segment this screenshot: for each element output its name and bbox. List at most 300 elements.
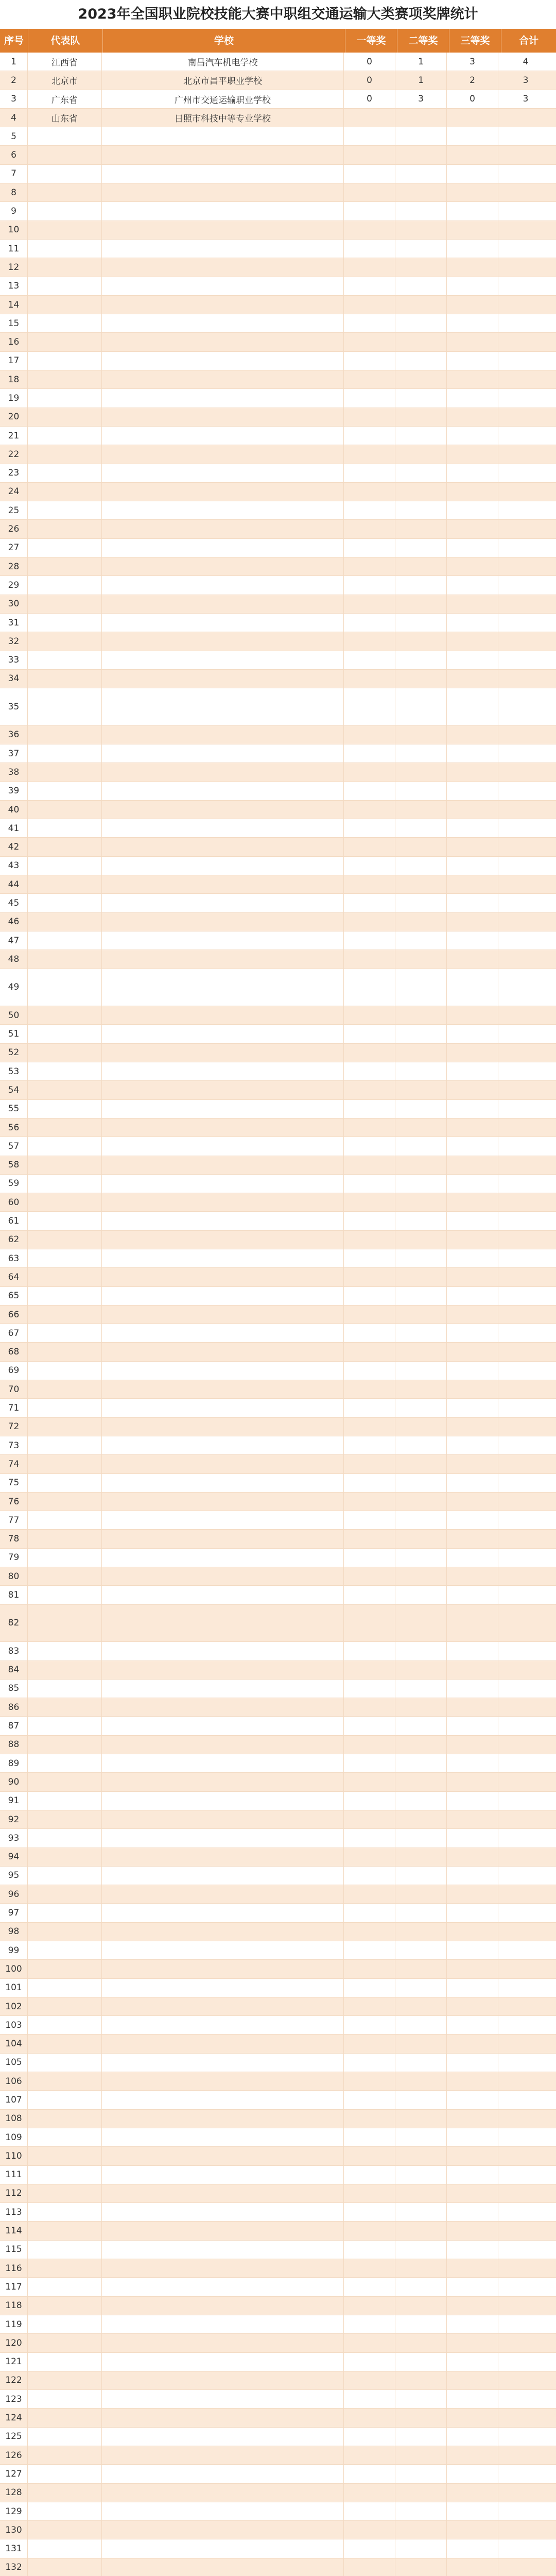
row-team — [28, 483, 102, 501]
row-first-prize — [344, 2465, 395, 2483]
row-first-prize — [344, 2222, 395, 2240]
row-second-prize — [395, 894, 447, 912]
row-third-prize — [447, 1399, 498, 1417]
row-school — [102, 1829, 344, 1847]
row-first-prize — [344, 1249, 395, 1267]
row-third-prize — [447, 333, 498, 351]
table-row — [0, 520, 556, 538]
row-school — [102, 1848, 344, 1866]
table-row — [0, 2166, 556, 2184]
row-first-prize — [344, 782, 395, 800]
table-row — [0, 2502, 556, 2521]
row-number: 39 — [0, 782, 28, 800]
table-row — [0, 1586, 556, 1604]
table-row — [0, 501, 556, 520]
row-first-prize — [344, 1287, 395, 1305]
row-team — [28, 445, 102, 463]
row-team — [28, 2166, 102, 2184]
row-number: 71 — [0, 1399, 28, 1417]
row-team — [28, 894, 102, 912]
row-team — [28, 277, 102, 295]
row-team: 山东省 — [28, 109, 102, 127]
table-row — [0, 53, 556, 71]
row-number: 101 — [0, 1979, 28, 1997]
row-third-prize — [447, 1698, 498, 1716]
row-total — [498, 277, 553, 295]
row-school — [102, 2484, 344, 2502]
row-school — [102, 501, 344, 519]
row-second-prize — [395, 2315, 447, 2333]
row-third-prize — [447, 1249, 498, 1267]
row-first-prize — [344, 483, 395, 501]
row-number: 110 — [0, 2147, 28, 2165]
row-number: 124 — [0, 2409, 28, 2427]
row-school — [102, 296, 344, 314]
row-second-prize: 1 — [395, 53, 447, 71]
row-total — [498, 1455, 553, 1473]
row-school: 北京市昌平职业学校 — [102, 71, 344, 89]
table-row — [0, 614, 556, 632]
row-first-prize — [344, 314, 395, 332]
row-school — [102, 352, 344, 370]
row-team — [28, 2353, 102, 2371]
row-school — [102, 221, 344, 239]
row-team — [28, 2446, 102, 2464]
row-third-prize — [447, 969, 498, 1006]
row-second-prize — [395, 2521, 447, 2539]
row-school — [102, 2297, 344, 2315]
row-team — [28, 296, 102, 314]
row-school — [102, 427, 344, 445]
row-second-prize — [395, 2409, 447, 2427]
row-second-prize — [395, 277, 447, 295]
row-number: 118 — [0, 2297, 28, 2315]
row-second-prize — [395, 763, 447, 781]
row-third-prize — [447, 1829, 498, 1847]
row-total — [498, 1941, 553, 1959]
row-number: 14 — [0, 296, 28, 314]
row-total — [498, 2409, 553, 2427]
row-number: 129 — [0, 2502, 28, 2520]
row-school — [102, 576, 344, 594]
row-total — [498, 2222, 553, 2240]
row-team — [28, 1567, 102, 1585]
row-number: 85 — [0, 1680, 28, 1698]
table-row — [0, 632, 556, 651]
row-team — [28, 2428, 102, 2446]
row-first-prize — [344, 2334, 395, 2352]
row-second-prize — [395, 539, 447, 557]
row-first-prize — [344, 1736, 395, 1754]
table-row — [0, 427, 556, 445]
row-third-prize — [447, 1736, 498, 1754]
row-second-prize — [395, 1249, 447, 1267]
row-school — [102, 2371, 344, 2389]
row-third-prize — [447, 875, 498, 893]
row-third-prize — [447, 1941, 498, 1959]
row-second-prize — [395, 726, 447, 744]
row-total — [498, 1792, 553, 1810]
row-school — [102, 595, 344, 613]
row-total — [498, 483, 553, 501]
table-row — [0, 931, 556, 950]
row-second-prize — [395, 2016, 447, 2034]
table-row — [0, 2110, 556, 2128]
row-first-prize — [344, 501, 395, 519]
row-total — [498, 427, 553, 445]
row-second-prize — [395, 1586, 447, 1604]
row-third-prize — [447, 1810, 498, 1828]
row-total — [498, 221, 553, 239]
row-third-prize — [447, 1904, 498, 1922]
row-first-prize — [344, 1118, 395, 1137]
row-second-prize — [395, 1979, 447, 1997]
row-second-prize — [395, 801, 447, 819]
row-second-prize — [395, 782, 447, 800]
row-total: 4 — [523, 56, 529, 67]
row-third-prize — [447, 1661, 498, 1679]
row-school — [102, 1025, 344, 1043]
row-number: 56 — [0, 1118, 28, 1137]
row-total — [498, 894, 553, 912]
row-number: 5 — [0, 127, 28, 145]
row-third-prize — [447, 1231, 498, 1249]
row-third-prize — [447, 2035, 498, 2053]
row-total — [498, 576, 553, 594]
table-row — [0, 1324, 556, 1343]
row-second-prize — [395, 1511, 447, 1529]
table-row — [0, 1287, 556, 1306]
row-number: 130 — [0, 2521, 28, 2539]
table-row — [0, 483, 556, 501]
row-second-prize — [395, 913, 447, 931]
row-team — [28, 1586, 102, 1604]
row-second-prize — [395, 1661, 447, 1679]
row-school — [102, 1979, 344, 1997]
row-school — [102, 1006, 344, 1024]
header-no: 序号 — [0, 29, 28, 53]
row-team — [28, 2110, 102, 2128]
row-team — [28, 1549, 102, 1567]
row-number: 7 — [0, 165, 28, 183]
row-first-prize — [344, 1100, 395, 1118]
row-school — [102, 614, 344, 632]
row-total — [498, 1810, 553, 1828]
row-school — [102, 1754, 344, 1772]
row-second-prize — [395, 2558, 447, 2576]
row-number: 89 — [0, 1754, 28, 1772]
row-team — [28, 2091, 102, 2109]
row-school — [102, 1436, 344, 1454]
table-row — [0, 950, 556, 969]
row-team — [28, 1137, 102, 1155]
row-total — [498, 1773, 553, 1791]
row-school — [102, 913, 344, 931]
row-total — [498, 1904, 553, 1922]
row-number: 87 — [0, 1717, 28, 1735]
row-school — [102, 2502, 344, 2520]
row-team — [28, 1605, 102, 1642]
row-third-prize — [447, 370, 498, 388]
row-third-prize — [447, 1474, 498, 1492]
row-school — [102, 1156, 344, 1174]
row-team — [28, 950, 102, 968]
row-first-prize — [344, 445, 395, 463]
row-school — [102, 1081, 344, 1099]
table-row — [0, 1193, 556, 1212]
row-number: 84 — [0, 1661, 28, 1679]
row-team — [28, 427, 102, 445]
row-team — [28, 1175, 102, 1193]
row-first-prize — [344, 2446, 395, 2464]
row-total — [498, 1829, 553, 1847]
row-total — [498, 2259, 553, 2277]
table-row — [0, 408, 556, 427]
row-third-prize — [447, 670, 498, 688]
row-number: 119 — [0, 2315, 28, 2333]
table-row — [0, 2428, 556, 2446]
row-school — [102, 1231, 344, 1249]
row-school — [102, 2147, 344, 2165]
row-second-prize — [395, 950, 447, 968]
row-third-prize — [447, 314, 498, 332]
row-third-prize — [447, 1306, 498, 1324]
row-second-prize — [395, 576, 447, 594]
row-first-prize — [344, 1810, 395, 1828]
row-team — [28, 1062, 102, 1080]
row-third-prize — [447, 2259, 498, 2277]
table-row — [0, 2353, 556, 2371]
row-team — [28, 1792, 102, 1810]
row-number: 82 — [0, 1605, 28, 1642]
row-third-prize — [447, 763, 498, 781]
row-first-prize — [344, 2035, 395, 2053]
table-row — [0, 71, 556, 90]
row-team: 广东省 — [28, 90, 102, 108]
table-row — [0, 277, 556, 296]
row-team — [28, 969, 102, 1006]
row-third-prize — [447, 1997, 498, 2015]
row-school — [102, 1810, 344, 1828]
row-number: 107 — [0, 2091, 28, 2109]
row-third-prize — [447, 1586, 498, 1604]
row-second-prize — [395, 670, 447, 688]
table-row — [0, 2128, 556, 2147]
row-second-prize — [395, 1493, 447, 1511]
row-second-prize — [395, 501, 447, 519]
row-second-prize — [395, 2035, 447, 2053]
row-school — [102, 2353, 344, 2371]
row-total — [498, 1268, 553, 1286]
row-number: 1 — [0, 53, 28, 71]
row-first-prize — [344, 221, 395, 239]
row-total — [498, 2371, 553, 2389]
row-total — [498, 1118, 553, 1137]
row-third-prize — [447, 2502, 498, 2520]
row-second-prize — [395, 969, 447, 1006]
table-row — [0, 1137, 556, 1156]
row-team — [28, 352, 102, 370]
header-second-prize: 二等奖 — [397, 29, 449, 53]
row-third-prize — [447, 576, 498, 594]
row-school — [102, 1997, 344, 2015]
row-second-prize — [395, 1923, 447, 1941]
row-school — [102, 1736, 344, 1754]
row-team — [28, 1530, 102, 1548]
row-second-prize — [395, 744, 447, 762]
row-third-prize — [447, 1848, 498, 1866]
row-team — [28, 763, 102, 781]
row-second-prize — [395, 557, 447, 575]
row-number: 48 — [0, 950, 28, 968]
row-school — [102, 2128, 344, 2146]
row-first-prize — [344, 1549, 395, 1567]
row-team — [28, 1231, 102, 1249]
row-school — [102, 744, 344, 762]
table-row — [0, 2278, 556, 2296]
row-first-prize — [344, 2203, 395, 2221]
table-row — [0, 651, 556, 670]
table-row — [0, 1436, 556, 1455]
row-total — [498, 2539, 553, 2557]
row-school — [102, 1343, 344, 1361]
row-total — [498, 2166, 553, 2184]
row-second-prize — [395, 1231, 447, 1249]
row-third-prize — [447, 2203, 498, 2221]
row-second-prize — [395, 1848, 447, 1866]
table-row — [0, 1362, 556, 1380]
row-first-prize — [344, 819, 395, 837]
row-team — [28, 2521, 102, 2539]
row-number: 47 — [0, 931, 28, 950]
table-row — [0, 127, 556, 146]
row-first-prize — [344, 1062, 395, 1080]
row-number: 49 — [0, 969, 28, 1006]
row-second-prize — [395, 1736, 447, 1754]
row-second-prize — [395, 1175, 447, 1193]
table-row — [0, 90, 556, 109]
row-third-prize — [447, 2465, 498, 2483]
row-total — [498, 782, 553, 800]
table-row — [0, 1661, 556, 1680]
table-row — [0, 314, 556, 333]
row-number: 2 — [0, 71, 28, 89]
row-total — [498, 1081, 553, 1099]
row-first-prize — [344, 1212, 395, 1230]
row-first-prize — [344, 165, 395, 183]
row-third-prize — [447, 2353, 498, 2371]
row-second-prize — [395, 1941, 447, 1959]
row-number: 79 — [0, 1549, 28, 1567]
row-team — [28, 614, 102, 632]
row-second-prize — [395, 1362, 447, 1380]
row-number: 91 — [0, 1792, 28, 1810]
row-team — [28, 1287, 102, 1305]
row-number: 127 — [0, 2465, 28, 2483]
row-team — [28, 1829, 102, 1847]
row-total — [498, 2521, 553, 2539]
row-school — [102, 2166, 344, 2184]
row-third-prize — [447, 726, 498, 744]
row-first-prize — [344, 408, 395, 426]
row-total — [498, 258, 553, 276]
row-number: 33 — [0, 651, 28, 669]
row-number: 13 — [0, 277, 28, 295]
row-first-prize — [344, 1923, 395, 1941]
row-school — [102, 1362, 344, 1380]
table-row — [0, 389, 556, 408]
row-third-prize — [447, 464, 498, 482]
row-second-prize — [395, 296, 447, 314]
table-row — [0, 1810, 556, 1829]
row-first-prize — [344, 894, 395, 912]
table-row — [0, 2241, 556, 2259]
row-first-prize — [344, 1904, 395, 1922]
row-first-prize — [344, 1193, 395, 1211]
row-number: 117 — [0, 2278, 28, 2296]
row-number: 59 — [0, 1175, 28, 1193]
row-number: 20 — [0, 408, 28, 426]
row-first-prize — [344, 1979, 395, 1997]
row-number: 11 — [0, 240, 28, 258]
table-row — [0, 2371, 556, 2390]
row-number: 51 — [0, 1025, 28, 1043]
row-first-prize — [344, 1773, 395, 1791]
row-team — [28, 1493, 102, 1511]
row-number: 103 — [0, 2016, 28, 2034]
row-first-prize — [344, 1324, 395, 1342]
row-third-prize — [447, 1754, 498, 1772]
row-third-prize — [447, 127, 498, 145]
row-team — [28, 1904, 102, 1922]
row-team — [28, 258, 102, 276]
row-third-prize — [447, 1867, 498, 1885]
table-row — [0, 1268, 556, 1286]
row-third-prize — [447, 2484, 498, 2502]
row-first-prize — [344, 744, 395, 762]
row-number: 69 — [0, 1362, 28, 1380]
row-first-prize — [344, 389, 395, 407]
row-second-prize — [395, 1418, 447, 1436]
row-number: 81 — [0, 1586, 28, 1604]
row-team: 北京市 — [28, 71, 102, 89]
row-third-prize — [447, 2184, 498, 2202]
row-school — [102, 894, 344, 912]
row-school — [102, 1941, 344, 1959]
row-team — [28, 931, 102, 950]
row-school — [102, 1885, 344, 1903]
table-row — [0, 1642, 556, 1660]
row-team — [28, 1044, 102, 1062]
row-school — [102, 464, 344, 482]
row-school — [102, 1923, 344, 1941]
row-first-prize — [344, 2072, 395, 2090]
row-third-prize — [447, 894, 498, 912]
row-first-prize — [344, 726, 395, 744]
row-second-prize — [395, 1455, 447, 1473]
row-school — [102, 857, 344, 875]
row-team — [28, 913, 102, 931]
row-school — [102, 1549, 344, 1567]
row-team — [28, 183, 102, 201]
row-school — [102, 632, 344, 650]
row-school — [102, 950, 344, 968]
row-third-prize — [447, 389, 498, 407]
row-total — [498, 1193, 553, 1211]
row-second-prize — [395, 1306, 447, 1324]
row-number: 61 — [0, 1212, 28, 1230]
table-row — [0, 445, 556, 464]
